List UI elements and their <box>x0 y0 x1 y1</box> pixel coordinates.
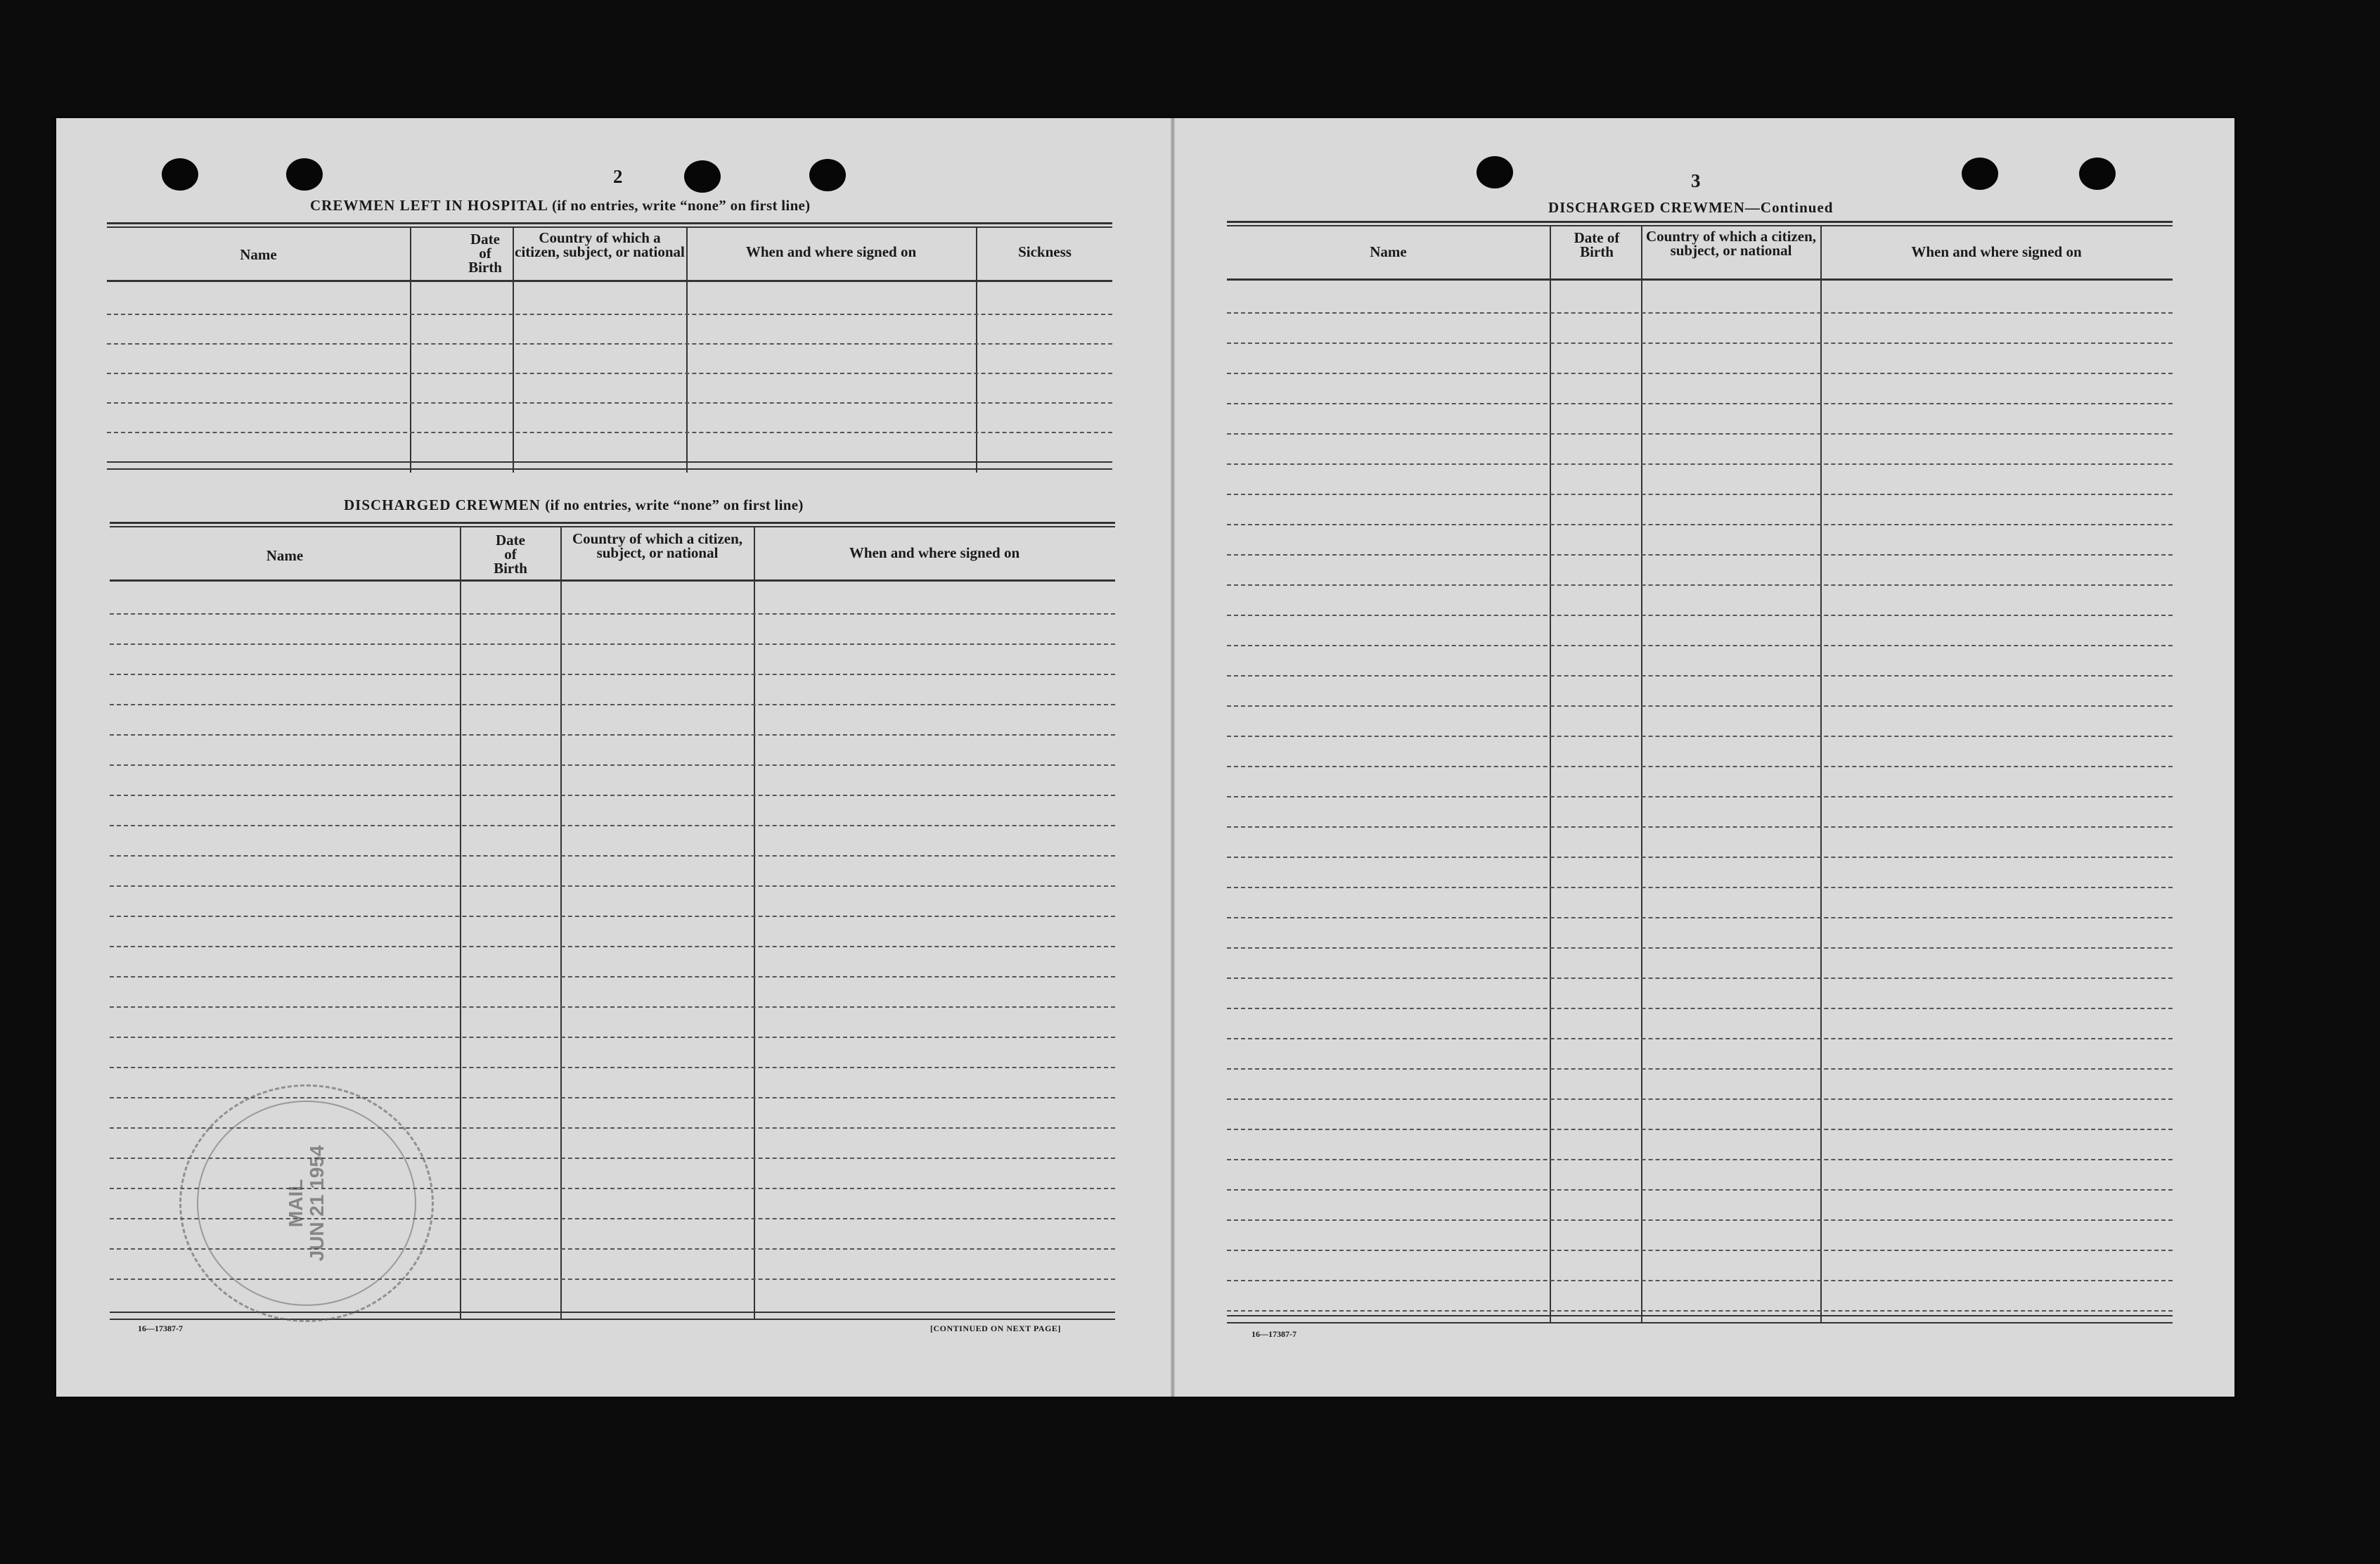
col-header-date-of-birth: Date of Birth <box>1574 229 1620 260</box>
col-header-country: Country of which a citizen, subject, or national <box>515 229 685 260</box>
table-top-rule <box>110 526 1115 527</box>
table-row <box>1227 947 2173 949</box>
table-row <box>1227 736 2173 737</box>
column-divider <box>754 527 755 1320</box>
table-row <box>110 1037 1115 1038</box>
table-row <box>1227 554 2173 556</box>
table-row <box>1227 1219 2173 1221</box>
punch-hole <box>1962 158 1998 190</box>
table-row <box>1227 312 2173 314</box>
punch-hole <box>684 160 721 193</box>
table-row <box>1227 1310 2173 1312</box>
table-row <box>1227 1159 2173 1160</box>
table-top-rule <box>107 226 1112 228</box>
postmark-text <box>285 1145 328 1261</box>
table-bottom-rule <box>1227 1315 2173 1316</box>
table-row <box>1227 403 2173 404</box>
table-row <box>110 1067 1115 1068</box>
table-row <box>1227 917 2173 918</box>
hospital-section-title <box>310 197 810 214</box>
table-row <box>1227 615 2173 616</box>
table-row <box>110 613 1115 615</box>
table-row <box>1227 342 2173 344</box>
table-row <box>107 373 1112 374</box>
header-rule <box>107 280 1112 282</box>
header-rule <box>110 579 1115 582</box>
table-row <box>1227 1098 2173 1100</box>
table-row <box>1227 1189 2173 1191</box>
table-row <box>110 916 1115 917</box>
table-row <box>1227 766 2173 767</box>
table-row <box>1227 463 2173 465</box>
table-row <box>110 795 1115 796</box>
column-divider <box>560 527 562 1320</box>
table-row <box>107 432 1112 433</box>
col-header-signed-on: When and where signed on <box>849 544 1020 561</box>
punch-hole <box>286 158 323 191</box>
table-row <box>1227 1068 2173 1070</box>
table-row <box>107 402 1112 404</box>
table-row <box>1227 1008 2173 1009</box>
table-row <box>110 734 1115 736</box>
table-row <box>1227 857 2173 858</box>
hospital-table <box>107 222 1112 473</box>
col-header-name: Name <box>266 547 304 564</box>
postmark-stamp <box>179 1084 434 1322</box>
table-row <box>1227 977 2173 979</box>
table-row <box>110 674 1115 675</box>
table-row <box>1227 705 2173 707</box>
col-header-sickness: Sickness <box>1018 243 1072 260</box>
table-top-rule <box>107 222 1112 224</box>
table-row <box>1227 524 2173 525</box>
table-row <box>110 704 1115 705</box>
hospital-title-note: (if no entries, write “none” on first line) <box>551 197 811 214</box>
hospital-title-text: CREWMEN LEFT IN HOSPITAL <box>310 197 548 214</box>
punch-hole <box>1477 156 1513 188</box>
table-top-rule <box>110 522 1115 524</box>
punch-hole <box>809 159 846 191</box>
table-bottom-rule <box>1227 1322 2173 1323</box>
col-header-country: Country of which a citizen, subject, or national <box>572 530 743 561</box>
continued-note: [CONTINUED ON NEXT PAGE] <box>930 1323 1061 1333</box>
col-header-date-of-birth: Date of Birth <box>468 231 502 276</box>
table-row <box>110 764 1115 766</box>
table-row <box>1227 826 2173 828</box>
table-row <box>1227 1038 2173 1039</box>
table-row <box>1227 796 2173 797</box>
table-row <box>110 855 1115 857</box>
postmark-line2: JUN 21 1954 <box>306 1145 328 1262</box>
postmark-line1: MAIL <box>285 1179 307 1228</box>
table-row <box>110 976 1115 977</box>
discharged-continued-title: DISCHARGED CREWMEN—Continued <box>1548 199 1834 216</box>
col-header-date-of-birth: Date of Birth <box>494 532 527 577</box>
table-row <box>110 1006 1115 1008</box>
table-bottom-rule <box>107 461 1112 463</box>
punch-hole <box>162 158 198 191</box>
table-row <box>1227 1129 2173 1130</box>
table-row <box>110 885 1115 887</box>
table-row <box>1227 887 2173 888</box>
table-row <box>1227 433 2173 435</box>
col-header-country: Country of which a citizen, subject, or national <box>1645 228 1817 259</box>
header-rule <box>1227 278 2173 281</box>
col-header-signed-on: When and where signed on <box>745 243 917 260</box>
discharged-section-title <box>344 496 804 514</box>
column-divider <box>686 228 688 473</box>
table-row <box>1227 1250 2173 1251</box>
table-row <box>110 946 1115 947</box>
page-number-right: 3 <box>1691 170 1701 191</box>
table-row <box>110 643 1115 645</box>
column-divider <box>976 228 977 473</box>
col-header-name: Name <box>240 246 277 263</box>
table-row <box>107 314 1112 315</box>
col-header-signed-on: When and where signed on <box>1911 243 2082 260</box>
table-top-rule <box>1227 221 2173 223</box>
punch-hole <box>2079 158 2116 190</box>
page-fold <box>1171 118 1175 1397</box>
discharged-title-note: (if no entries, write “none” on first line) <box>545 496 804 513</box>
form-code-right: 16—17387-7 <box>1252 1329 1297 1339</box>
table-row <box>1227 1280 2173 1281</box>
table-row <box>110 825 1115 826</box>
table-row <box>1227 584 2173 586</box>
table-row <box>1227 645 2173 646</box>
table-bottom-rule <box>110 1319 1115 1320</box>
table-top-rule <box>1227 225 2173 226</box>
col-header-name: Name <box>1370 243 1407 260</box>
table-row <box>107 343 1112 345</box>
table-row <box>1227 494 2173 495</box>
column-divider <box>410 228 411 473</box>
discharged-title-text: DISCHARGED CREWMEN <box>344 496 541 513</box>
table-bottom-rule <box>107 468 1112 470</box>
table-row <box>1227 675 2173 677</box>
table-row <box>1227 373 2173 374</box>
form-code-left: 16—17387-7 <box>138 1323 183 1333</box>
column-divider <box>460 527 461 1320</box>
discharged-continued-table <box>1227 221 2173 1323</box>
column-divider <box>513 228 514 473</box>
page-number-left: 2 <box>613 166 623 187</box>
